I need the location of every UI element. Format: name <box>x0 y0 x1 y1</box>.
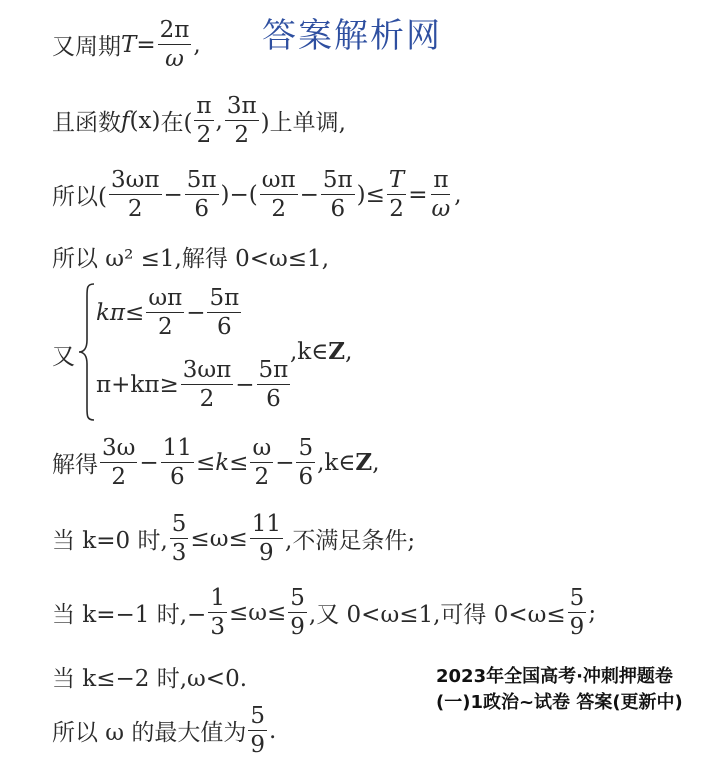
solution-line-conclusion: 所以 ω 的最大值为 $\frac{5}{9}$ . <box>52 703 277 759</box>
text: )≤ <box>356 181 385 208</box>
solution-line-monotonic <box>52 94 346 147</box>
fraction: $\frac{3\pi}{2}$ <box>226 93 257 149</box>
var-T: T <box>121 31 137 58</box>
solution-line-period <box>52 18 201 71</box>
solution-line-case-k-le-minus2: 当 k≤−2 时,ω<0. <box>52 666 248 692</box>
text: )−( <box>220 181 258 208</box>
text: − <box>299 181 319 208</box>
equals: = <box>136 31 156 58</box>
fraction: $\frac{5}{9}$ <box>290 585 305 641</box>
text: (x) <box>129 107 161 134</box>
var-f: f <box>121 107 130 134</box>
inequality-row-2: π+kπ≥ $\frac{3\omega\pi}{2}$ − $\frac{5\pi}{6}$ <box>96 357 289 413</box>
exam-caption: 2023年全国高考·冲刺押题卷(一)1政治~试卷 答案(更新中) <box>436 666 683 714</box>
fraction: $\frac{5}{9}$ <box>250 703 266 759</box>
solution-line-case-k0: 当 k=0 时, $\frac{5}{3}$ ≤ω≤ $\frac{11}{9}$ ,不满足条件; <box>52 511 416 567</box>
fraction: $\frac{5}{3}$ <box>171 511 187 567</box>
equals: = <box>408 181 428 208</box>
fraction: $\frac{3\omega}{2}$ <box>102 435 136 491</box>
left-brace-icon <box>78 282 96 422</box>
fraction: $\frac{\pi}{\omega}$ <box>431 167 451 223</box>
fraction: $\frac{\pi}{2}$ <box>196 93 212 149</box>
fraction: $\frac{\omega}{2}$ <box>252 435 272 491</box>
text: 所以 ω² ≤1,解得 0<ω≤1, <box>52 246 329 272</box>
integer-condition: ,k∈Z, <box>290 338 353 365</box>
fraction: $\frac{11}{9}$ <box>251 511 282 567</box>
text: 又周期 <box>52 34 121 61</box>
fraction: $\frac{5}{9}$ <box>569 585 585 641</box>
fraction: $\frac{3\omega\pi}{2}$ <box>182 357 232 413</box>
text: − <box>163 181 183 208</box>
text: 且函数 <box>52 110 121 137</box>
system-of-inequalities <box>52 282 452 422</box>
fraction: $\frac{11}{6}$ <box>162 435 192 491</box>
fraction: $\frac{T}{2}$ <box>388 167 405 223</box>
fraction: $\frac{\omega\pi}{2}$ <box>261 167 296 223</box>
fraction: $\frac{5\pi}{6}$ <box>186 167 217 223</box>
fraction: $\frac{5\pi}{6}$ <box>209 285 240 341</box>
text: 解得 <box>52 452 98 479</box>
watermark-text: 答案解析网 <box>262 16 442 56</box>
fraction: $\frac{2\pi}{\omega}$ <box>159 17 190 73</box>
text: )上单调, <box>260 110 346 137</box>
solution-line-inequality <box>52 168 462 221</box>
solution-line-omega-bound <box>52 240 329 273</box>
inequality-row-1: kπ≤ $\frac{\omega\pi}{2}$ − $\frac{5\pi}{6}$ <box>96 285 240 341</box>
fraction: $\frac{5}{6}$ <box>298 435 314 491</box>
fraction: $\frac{3\omega\pi}{2}$ <box>110 167 160 223</box>
text: , <box>215 107 223 134</box>
text: , <box>193 31 201 58</box>
solution-line-case-k-minus1: 当 k=−1 时,− $\frac{1}{3}$ ≤ω≤ $\frac{5}{9}$ ,又 0<ω≤1,可得 0<ω≤ $\frac{5}{9}$ ; <box>52 585 597 641</box>
fraction: $\frac{\omega\pi}{2}$ <box>148 285 183 341</box>
fraction: $\frac{1}{3}$ <box>210 585 225 641</box>
text: , <box>454 181 462 208</box>
text: 又 <box>52 344 75 370</box>
solution-line-k-range: 解得 $\frac{3\omega}{2}$ − $\frac{11}{6}$ ≤k≤ $\frac{\omega}{2}$ − $\frac{5}{6}$ ,k∈ Z , <box>52 435 380 491</box>
fraction: $\frac{5\pi}{6}$ <box>322 167 353 223</box>
fraction: $\frac{5\pi}{6}$ <box>258 357 289 413</box>
text: 所以( <box>52 184 107 211</box>
text: 在( <box>160 110 193 137</box>
